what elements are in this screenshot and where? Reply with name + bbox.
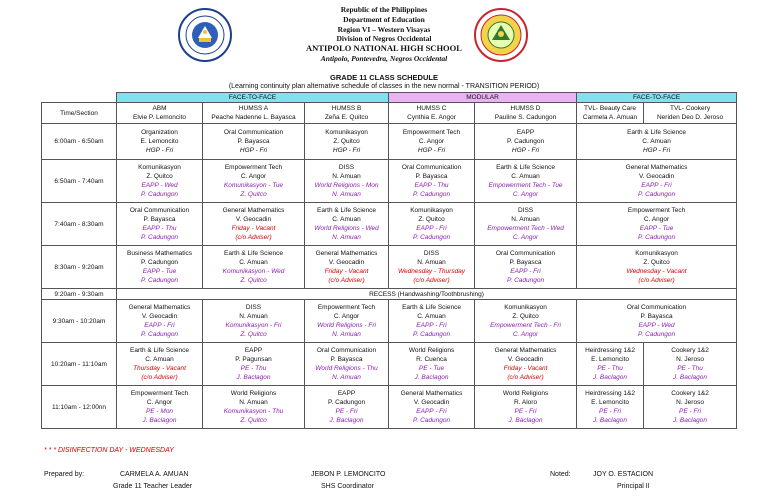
- teacher-name: C. Angor: [240, 173, 267, 180]
- schedule-note: P. Cadungon: [140, 331, 179, 338]
- subject-name: Komunikasyon: [138, 164, 181, 171]
- teacher-name: N. Amuan: [511, 216, 540, 223]
- teacher-name: E. Lemoncito: [591, 356, 629, 363]
- subject-name: Earth & Life Science: [224, 250, 283, 257]
- teacher-name: C. Amuan: [511, 173, 540, 180]
- schedule-row: [42, 300, 737, 343]
- class-cell: [475, 246, 577, 289]
- class-cell: [577, 386, 644, 429]
- class-cell: [389, 300, 475, 343]
- subject-name: Organization: [141, 129, 178, 136]
- schedule-note: PE - Fri: [335, 408, 358, 415]
- class-cell: [577, 124, 737, 160]
- schedule-note: P. Cadungon: [637, 191, 676, 198]
- noted-by-name: JOY O. ESTACION: [593, 471, 654, 478]
- schedule-note: PE - Thu: [597, 365, 623, 372]
- disinfection-note: * * * DISINFECTION DAY - WEDNESDAY: [44, 447, 174, 454]
- teacher-name: P. Cadungon: [140, 259, 179, 266]
- teacher-name: P. Pagunsan: [235, 356, 272, 363]
- schedule-note: PE - Thu: [240, 365, 267, 372]
- subject-name: Empowerment Tech: [627, 207, 686, 214]
- schedule-note: (c/o Adviser): [507, 374, 544, 381]
- class-cell: [117, 160, 203, 203]
- teacher-name: E. Lemoncito: [140, 138, 179, 145]
- class-cell: [389, 343, 475, 386]
- schedule-note: Empowerment Tech - Tue: [488, 182, 563, 189]
- time-slot: 8:30am - 9:20am: [42, 246, 117, 289]
- coordinator-name: JEBON P. LEMONCITO: [311, 471, 386, 478]
- teacher-name: P. Bayasca: [143, 216, 176, 223]
- section-header: [117, 103, 203, 124]
- schedule-note: PE - Tue: [418, 365, 445, 372]
- schedule-note: P. Cadungon: [140, 191, 179, 198]
- subject-name: DISS: [423, 250, 440, 257]
- schedule-note: World Religions - Thu: [315, 365, 378, 372]
- class-cell: [203, 246, 305, 289]
- subject-name: Oral Communication: [316, 347, 377, 354]
- schedule-note: P. Cadungon: [637, 234, 676, 241]
- subject-name: General Mathematics: [128, 304, 191, 311]
- schedule-note: PE - Mon: [145, 408, 174, 415]
- schedule-note: EAPP - Fri: [641, 182, 672, 189]
- schedule-note: J. Baclagon: [593, 417, 628, 424]
- teacher-name: V. Geocadin: [413, 399, 450, 406]
- time-section-header: Time/Section: [42, 103, 117, 124]
- schedule-note: HGP - Fri: [239, 147, 268, 154]
- teacher-name: N. Amuan: [417, 259, 446, 266]
- teacher-name: Z. Quitco: [643, 259, 670, 266]
- schedule-note: Thursday - Vacant: [133, 365, 186, 372]
- class-schedule-table: [41, 92, 737, 429]
- section-name: HUMSS D: [510, 105, 541, 112]
- teacher-name: C. Angor: [643, 216, 670, 223]
- schedule-note: EAPP - Thu: [142, 225, 177, 232]
- section-name: ABM: [152, 105, 167, 112]
- section-name: HUMSS C: [416, 105, 447, 112]
- teacher-name: N. Amuan: [332, 173, 361, 180]
- class-cell: [305, 124, 389, 160]
- schedule-note: EAPP - Wed: [141, 182, 178, 189]
- teacher-name: Z. Quitco: [333, 138, 360, 145]
- schedule-note: P. Cadungon: [412, 417, 451, 424]
- class-cell: [644, 386, 737, 429]
- schedule-note: (c/o Adviser): [638, 277, 675, 284]
- schedule-row: [42, 386, 737, 429]
- section-header-row: [42, 103, 737, 124]
- schedule-note: EAPP - Fri: [416, 322, 447, 329]
- time-slot: 6:00am - 6:50am: [42, 124, 117, 160]
- teacher-name: V. Geocadin: [235, 216, 272, 223]
- subject-name: Cookery 1&2: [671, 390, 709, 397]
- teacher-name: Z. Quitco: [146, 173, 173, 180]
- schedule-note: N. Amuan: [332, 234, 361, 241]
- time-slot: 11:10am - 12:00nn: [42, 386, 117, 429]
- schedule-note: Empowerment Tech - Wed: [487, 225, 564, 232]
- schedule-note: EAPP - Tue: [142, 268, 177, 275]
- section-name: TVL- Beauty Care: [584, 105, 637, 112]
- schedule-note: Z. Quitco: [240, 191, 267, 198]
- class-cell: [389, 246, 475, 289]
- schedule-note: EAPP - Thu: [414, 182, 449, 189]
- subject-name: Oral Communication: [129, 207, 190, 214]
- class-cell: [117, 386, 203, 429]
- schedule-note: World Religions - Wed: [314, 225, 379, 232]
- class-cell: [203, 203, 305, 246]
- schedule-note: HGP - Fri: [511, 147, 540, 154]
- class-cell: [389, 124, 475, 160]
- time-slot: 9:30am - 10:20am: [42, 300, 117, 343]
- schedule-note: PE - Fri: [679, 408, 702, 415]
- teacher-name: P. Bayasca: [237, 138, 270, 145]
- class-cell: [305, 300, 389, 343]
- schedule-note: EAPP - Fri: [416, 408, 447, 415]
- header-address: Antipolo, Pontevedra, Negros Occidental: [320, 54, 448, 63]
- class-cell: [389, 160, 475, 203]
- teacher-name: V. Geocadin: [328, 259, 365, 266]
- schedule-row: [42, 203, 737, 246]
- teacher-name: C. Amuan: [332, 216, 361, 223]
- section-header: [475, 103, 577, 124]
- section-adviser: Carmela A. Amuan: [582, 114, 638, 121]
- schedule-note: P. Cadungon: [140, 234, 179, 241]
- section-adviser: Elvie P. Lemoncito: [133, 114, 186, 121]
- subject-name: Oral Communication: [495, 250, 556, 257]
- class-cell: [203, 124, 305, 160]
- subject-name: EAPP: [337, 390, 356, 397]
- schedule-row: [42, 246, 737, 289]
- schedule-note: EAPP - Tue: [639, 225, 674, 232]
- teacher-name: N. Jeroso: [676, 399, 704, 406]
- schedule-note: Komunikasyon - Fri: [225, 322, 282, 329]
- subject-name: General Mathematics: [315, 250, 378, 257]
- class-cell: [203, 343, 305, 386]
- class-cell: [389, 386, 475, 429]
- subject-name: Oral Communication: [401, 164, 462, 171]
- class-cell: [577, 203, 737, 246]
- teacher-name: P. Bayasca: [640, 313, 673, 320]
- class-cell: [644, 343, 737, 386]
- schedule-note: P. Cadungon: [506, 277, 545, 284]
- subject-name: General Mathematics: [400, 390, 463, 397]
- class-cell: [117, 300, 203, 343]
- schedule-note: EAPP - Fri: [510, 268, 541, 275]
- teacher-name: C. Amuan: [239, 259, 268, 266]
- class-cell: [577, 246, 737, 289]
- schedule-note: HGP - Fri: [332, 147, 361, 154]
- schedule-subtitle: (Learning continuity plan alternative schedule of classes in the new normal - TRANSITION PERIOD): [228, 83, 540, 90]
- schedule-note: (c/o Adviser): [141, 374, 178, 381]
- subject-name: Empowerment Tech: [224, 164, 283, 171]
- subject-name: Empowerment Tech: [402, 129, 461, 136]
- teacher-name: R. Aloro: [513, 399, 538, 406]
- teacher-name: C. Amuan: [145, 356, 174, 363]
- subject-name: Cookery 1&2: [671, 347, 709, 354]
- teacher-name: V. Geocadin: [638, 173, 675, 180]
- class-cell: [577, 343, 644, 386]
- teacher-name: N. Jeroso: [676, 356, 704, 363]
- class-cell: [475, 386, 577, 429]
- schedule-note: PE - Thu: [677, 365, 703, 372]
- section-header: [305, 103, 389, 124]
- schedule-note: J. Baclagon: [329, 417, 364, 424]
- schedule-note: Komunikasyon - Wed: [222, 268, 285, 275]
- teacher-name: C. Amuan: [417, 313, 446, 320]
- class-cell: [305, 160, 389, 203]
- schedule-note: Friday - Vacant: [503, 365, 548, 372]
- schedule-note: P. Cadungon: [412, 191, 451, 198]
- class-cell: [203, 386, 305, 429]
- teacher-name: R. Cuenca: [416, 356, 447, 363]
- schedule-note: J. Baclagon: [673, 417, 708, 424]
- schedule-note: HGP - Fri: [145, 147, 174, 154]
- class-cell: [475, 300, 577, 343]
- class-cell: [117, 203, 203, 246]
- subject-name: Earth & Life Science: [402, 304, 461, 311]
- subject-name: Komunikasyon: [504, 304, 547, 311]
- noted-label: Noted:: [550, 471, 571, 478]
- group-face-to-face-tvl: FACE-TO-FACE: [577, 93, 737, 103]
- schedule-note: J. Baclagon: [508, 417, 543, 424]
- schedule-note: Wednesday - Thursday: [397, 268, 466, 275]
- schedule-note: J. Baclagon: [414, 374, 449, 381]
- subject-name: General Mathematics: [625, 164, 688, 171]
- teacher-name: C. Amuan: [642, 138, 671, 145]
- class-cell: [203, 300, 305, 343]
- group-header-row: [42, 93, 737, 103]
- prepared-by-role: Grade 11 Teacher Leader: [113, 483, 193, 490]
- prepared-by-name: CARMELA A. AMUAN: [120, 471, 189, 478]
- class-cell: [577, 160, 737, 203]
- teacher-name: C. Angor: [333, 313, 360, 320]
- recess-label: RECESS (Handwashing/Toothbrushing): [117, 289, 737, 300]
- schedule-note: EAPP - Fri: [144, 322, 175, 329]
- subject-name: Oral Communication: [626, 304, 687, 311]
- header-region: Region VI – Western Visayas: [337, 25, 431, 34]
- schedule-note: N. Amuan: [332, 331, 361, 338]
- subject-name: Komunikasyon: [410, 207, 453, 214]
- noted-by-role: Principal II: [617, 483, 650, 490]
- teacher-name: P. Bayasca: [509, 259, 542, 266]
- schedule-note: PE - Fri: [514, 408, 537, 415]
- header-department: Department of Education: [343, 15, 425, 24]
- schedule-note: Z. Quitco: [240, 331, 267, 338]
- class-cell: [117, 343, 203, 386]
- subject-name: Earth & Life Science: [130, 347, 189, 354]
- subject-name: EAPP: [244, 347, 263, 354]
- teacher-name: N. Amuan: [239, 313, 268, 320]
- teacher-name: P. Bayasca: [330, 356, 363, 363]
- subject-name: DISS: [517, 207, 534, 214]
- schedule-note: PE - Fri: [599, 408, 622, 415]
- section-adviser: Zeña E. Quitco: [324, 114, 369, 121]
- schedule-note: Wednesday - Vacant: [626, 268, 687, 275]
- teacher-name: C. Angor: [418, 138, 445, 145]
- teacher-name: P. Bayasca: [415, 173, 448, 180]
- schedule-note: HGP - Fri: [417, 147, 446, 154]
- subject-name: EAPP: [516, 129, 535, 136]
- schedule-note: C. Angor: [512, 191, 539, 198]
- class-cell: [475, 203, 577, 246]
- subject-name: General Mathematics: [222, 207, 285, 214]
- schedule-note: Friday - Vacant: [324, 268, 369, 275]
- subject-name: World Religions: [408, 347, 455, 354]
- teacher-name: Z. Quitco: [418, 216, 445, 223]
- schedule-note: Empowerment Tech - Fri: [490, 322, 561, 329]
- subject-name: Heirdressing 1&2: [585, 347, 635, 354]
- schedule-note: HGP - Fri: [642, 147, 671, 154]
- section-name: TVL- Cookery: [669, 105, 711, 112]
- time-slot: 10:20am - 11:10am: [42, 343, 117, 386]
- subject-name: World Religions: [502, 390, 549, 397]
- subject-name: World Religions: [230, 390, 277, 397]
- section-header: [644, 103, 737, 124]
- schedule-note: N. Amuan: [332, 374, 361, 381]
- schedule-note: J. Baclagon: [236, 374, 271, 381]
- schedule-note: EAPP - Fri: [416, 225, 447, 232]
- group-face-to-face: FACE-TO-FACE: [117, 93, 389, 103]
- subject-name: Earth & Life Science: [627, 129, 686, 136]
- subject-name: Earth & Life Science: [496, 164, 555, 171]
- time-slot: 7:40am - 8:30am: [42, 203, 117, 246]
- subject-name: Earth & Life Science: [317, 207, 376, 214]
- subject-name: DISS: [245, 304, 262, 311]
- header-division: Division of Negros Occidental: [336, 34, 432, 43]
- teacher-name: N. Amuan: [239, 399, 268, 406]
- section-adviser: Cynthia E. Angor: [407, 114, 456, 121]
- section-name: HUMSS A: [238, 105, 269, 112]
- teacher-name: V. Geocadin: [507, 356, 544, 363]
- schedule-note: Komunikasyon - Thu: [223, 408, 284, 415]
- schedule-note: J. Baclagon: [593, 374, 628, 381]
- subject-name: Komunikasyon: [325, 129, 368, 136]
- header-country: Republic of the Philippines: [340, 5, 428, 14]
- schedule-note: C. Angor: [512, 234, 539, 241]
- schedule-note: World Religions - Fri: [317, 322, 376, 329]
- class-cell: [305, 203, 389, 246]
- subject-name: DISS: [338, 164, 355, 171]
- subject-name: Empowerment Tech: [317, 304, 376, 311]
- class-cell: [577, 300, 737, 343]
- schedule-note: (c/o Adviser): [328, 277, 365, 284]
- subject-name: General Mathematics: [494, 347, 557, 354]
- teacher-name: P. Cadungon: [327, 399, 366, 406]
- class-cell: [305, 343, 389, 386]
- schedule-note: P. Cadungon: [637, 331, 676, 338]
- recess-row: [42, 289, 737, 300]
- subject-name: Komunikasyon: [635, 250, 678, 257]
- schedule-note: (c/o Adviser): [413, 277, 450, 284]
- class-cell: [305, 386, 389, 429]
- coordinator-role: SHS Coordinator: [321, 483, 374, 490]
- section-adviser: Peache Nadenne L. Bayasca: [211, 114, 296, 121]
- teacher-name: Z. Quitco: [512, 313, 539, 320]
- schedule-note: P. Cadungon: [412, 234, 451, 241]
- teacher-name: P. Cadungon: [506, 138, 545, 145]
- prepared-by-label: Prepared by:: [44, 471, 85, 478]
- schedule-note: (c/o Adviser): [235, 234, 272, 241]
- section-adviser: Neriden Deo D. Jeroso: [656, 114, 724, 121]
- schedule-note: P. Cadungon: [140, 277, 179, 284]
- subject-name: Empowerment Tech: [130, 390, 189, 397]
- section-name: HUMSS B: [331, 105, 362, 112]
- subject-name: Business Mathematics: [126, 250, 193, 257]
- class-cell: [117, 246, 203, 289]
- schedule-row: [42, 343, 737, 386]
- subject-name: Oral Communication: [223, 129, 284, 136]
- section-header: [389, 103, 475, 124]
- schedule-note: C. Angor: [512, 331, 539, 338]
- time-slot: 6:50am - 7:40am: [42, 160, 117, 203]
- recess-time: 9:20am - 9:30am: [42, 289, 117, 300]
- class-cell: [475, 124, 577, 160]
- class-cell: [475, 160, 577, 203]
- class-cell: [305, 246, 389, 289]
- schedule-title: GRADE 11 CLASS SCHEDULE: [330, 73, 438, 82]
- teacher-name: E. Lemoncito: [591, 399, 629, 406]
- class-cell: [203, 160, 305, 203]
- section-header: [203, 103, 305, 124]
- class-cell: [389, 203, 475, 246]
- schedule-note: EAPP - Wed: [638, 322, 675, 329]
- class-cell: [117, 124, 203, 160]
- header-school-name: ANTIPOLO NATIONAL HIGH SCHOOL: [306, 43, 462, 53]
- empty-corner: [42, 93, 117, 103]
- section-header: [577, 103, 644, 124]
- teacher-name: V. Geocadin: [141, 313, 178, 320]
- section-adviser: Pauline S. Cadungon: [494, 114, 557, 121]
- schedule-note: P. Cadungon: [412, 331, 451, 338]
- schedule-note: J. Baclagon: [673, 374, 708, 381]
- group-modular: MODULAR: [389, 93, 577, 103]
- teacher-name: C. Angor: [146, 399, 173, 406]
- schedule-note: J. Baclagon: [142, 417, 177, 424]
- schedule-note: Z. Quitco: [240, 277, 267, 284]
- schedule-note: World Religions - Mon: [314, 182, 379, 189]
- schedule-row: [42, 124, 737, 160]
- schedule-note: Friday - Vacant: [231, 225, 276, 232]
- class-cell: [475, 343, 577, 386]
- schedule-note: N. Amuan: [332, 191, 361, 198]
- schedule-note: Komunikasyon - Tue: [223, 182, 284, 189]
- schedule-row: [42, 160, 737, 203]
- schedule-note: Z. Quitco: [240, 417, 267, 424]
- subject-name: Heirdressing 1&2: [585, 390, 635, 397]
